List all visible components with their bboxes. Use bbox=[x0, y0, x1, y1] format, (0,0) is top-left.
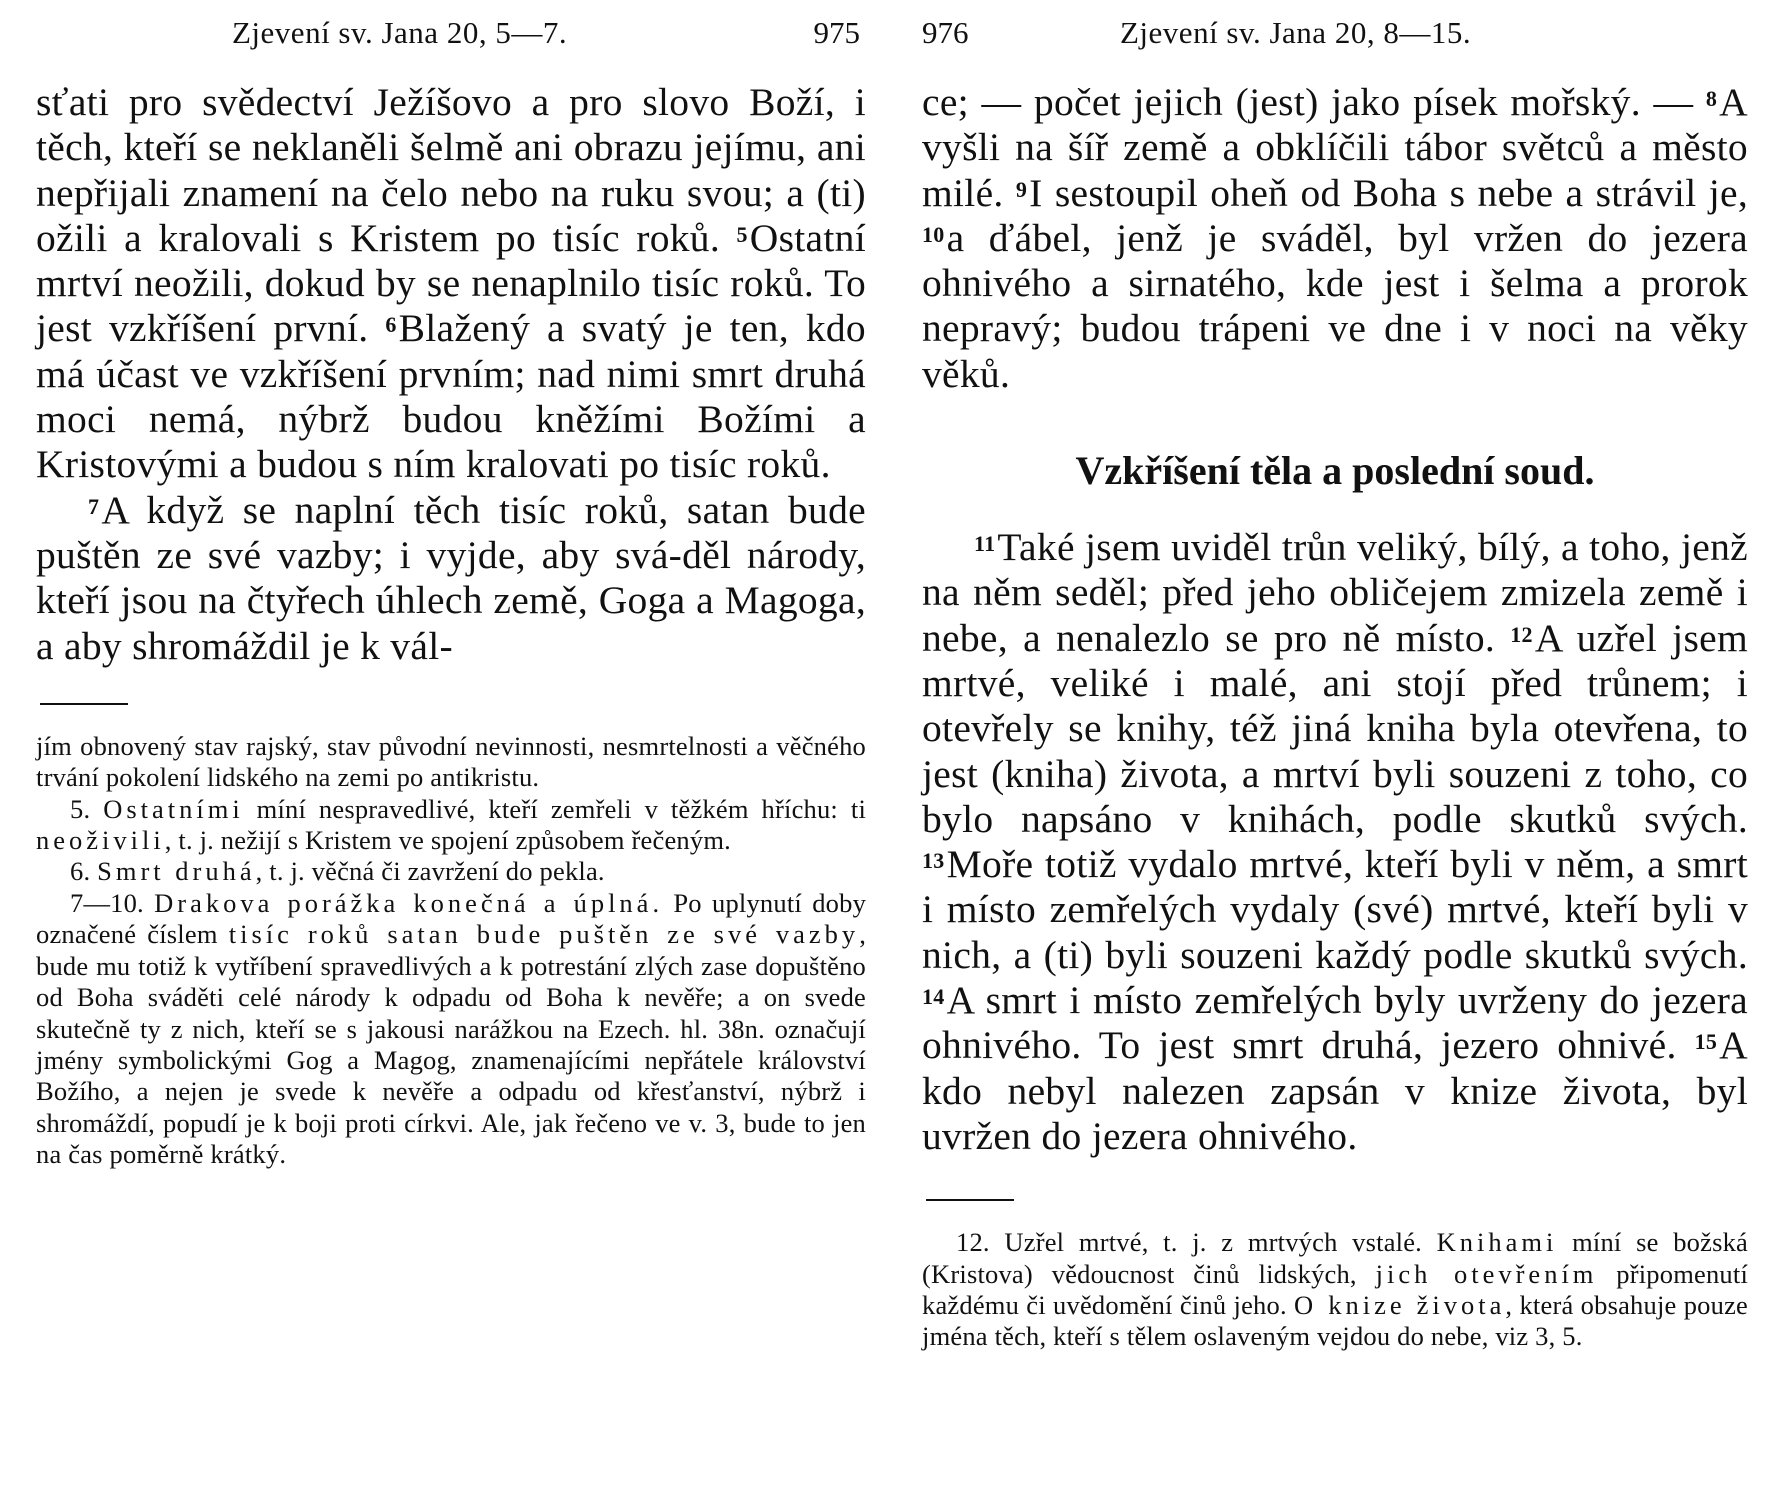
body-text-segment: A když se naplní těch tisíc roků, satan bude puštěn ze své vazby; i vyjde, aby svá-děl národy, kteří jsou na čtyřech úhlech země, Goga a Magoga, a aby shromáždil je k vál- bbox=[36, 487, 866, 668]
body-text-segment: Také jsem uviděl trůn veliký, bílý, a toho, jenž na něm seděl; před jeho obličejem zmizela země i nebe, a nenalezlo se pro ně místo. bbox=[922, 525, 1748, 660]
verse-number: 6 bbox=[385, 312, 397, 338]
body-text-segment: A smrt i místo zemřelých byly uvrženy do jezera ohnivého. To jest smrt druhá, jezero ohnivé. bbox=[922, 978, 1748, 1068]
footnote-text: připomenutí každému či uvědomění činů jeho. bbox=[922, 1258, 1749, 1321]
footnote-7-10 bbox=[36, 888, 866, 1171]
footnote-number: 7—10. bbox=[70, 887, 144, 918]
footnote-text: míní nespravedlivé, kteří zemřeli v těžkém hříchu: ti bbox=[256, 793, 867, 824]
left-body-paragraph-2 bbox=[36, 488, 866, 669]
right-page bbox=[922, 0, 1748, 1500]
body-text-segment: a ďábel, jenž je sváděl, byl vržen do jezera ohnivého a sirnatého, kde jest i šelma a prorok nepravý; budou trápeni ve dne i v noci na věky věků. bbox=[922, 215, 1748, 396]
footnote-text: , t. j. nežijí s Kristem ve spojení způsobem řečeným. bbox=[164, 825, 731, 856]
left-page-number: 975 bbox=[813, 15, 860, 50]
body-text-segment: Blažený a svatý je ten, kdo má účast ve vzkříšení prvním; nad nimi smrt druhá moci nemá, nýbrž budou kněžími Božími a Kristovými a budou s ním kralovati po tisíc roků. bbox=[36, 306, 866, 487]
right-body-text-top bbox=[922, 80, 1748, 397]
footnote-divider bbox=[40, 703, 128, 705]
footnote-text: , která obsahuje pouze jména těch, kteří s tělem oslaveným vejdou do nebe, viz 3, 5. bbox=[922, 1290, 1748, 1352]
right-header-title: Zjevení sv. Jana 20, 8—15. bbox=[1120, 15, 1472, 50]
left-body-text bbox=[36, 80, 866, 669]
verse-number: 13 bbox=[922, 848, 945, 874]
footnote-divider bbox=[926, 1199, 1014, 1201]
footnote-5 bbox=[36, 794, 866, 857]
right-page-number: 976 bbox=[922, 15, 969, 50]
footnote-keyword: Knihami bbox=[1436, 1227, 1558, 1258]
footnote-text: Uzřel mrtvé, t. j. z mrtvých vstalé. bbox=[1004, 1227, 1423, 1258]
footnote-keyword: neoživili bbox=[36, 825, 165, 856]
right-running-header bbox=[922, 10, 1748, 56]
footnote-number: 12. bbox=[956, 1227, 990, 1258]
footnote-text: Po uplynutí doby označené číslem bbox=[36, 887, 867, 950]
left-footnotes bbox=[36, 731, 866, 1171]
verse-number: 5 bbox=[736, 221, 748, 247]
footnote-keyword: Smrt druhá bbox=[97, 856, 256, 887]
footnote-6 bbox=[36, 856, 866, 887]
footnote-text: míní se božská (Kristova) vědoucnost činů lidských, bbox=[922, 1227, 1749, 1289]
footnote-keyword: O knize života bbox=[1294, 1290, 1506, 1321]
left-body-paragraph-1 bbox=[36, 80, 866, 488]
right-body-paragraph-2 bbox=[922, 525, 1748, 1159]
verse-number: 11 bbox=[974, 531, 996, 557]
verse-number: 8 bbox=[1705, 86, 1718, 111]
body-text-segment: sťati pro svědectví Ježíšovo a pro slovo Boží, i těch, kteří se neklaněli šelmě ani obrazu jejímu, ani nepřijali znamení na čelo nebo na ruku svou; a (ti) ožili a kralovali s Kristem po tisíc roků. bbox=[36, 80, 866, 260]
right-body-paragraph-1 bbox=[922, 80, 1748, 397]
body-text-segment: ce; — počet jejich (jest) jako písek mořský. — bbox=[922, 80, 1694, 124]
right-footnotes bbox=[922, 1227, 1748, 1353]
footnote-text: , bude mu totiž k vytříbení spravedlivých a k potrestání zlých zase dopuštěno od Boha sváděti celé národy k odpadu od Boha k nevěře; a on svede skutečně ty z nich, kteří se s jakousi narážkou na Ezech. hl. 38n. označují jmény symbolickými Gog a Magog, znamenajícími nepřátele království Božího, a nejen je svede k nevěře a odpadu od křesťanství, nýbrž i shromáždí, popudí je k boji proti církvi. Ale, jak řečeno ve v. 3, bude to jen na čas poměrně krátký. bbox=[36, 919, 867, 1170]
footnote-keyword: tisíc roků satan bude puštěn ze své vazby bbox=[228, 919, 860, 950]
footnote-number: 6. bbox=[70, 856, 91, 887]
left-page bbox=[36, 0, 866, 1500]
body-text-segment: Ostatní mrtví neožili, dokud by se nenaplnilo tisíc roků. To jest vzkříšení první. bbox=[36, 215, 866, 351]
footnote-12 bbox=[922, 1227, 1748, 1353]
footnote-continuation: jím obnovený stav rajský, stav původní nevinnosti, nesmrtelnosti a věčného trvání pokolení lidského na zemi po antikristu. bbox=[36, 730, 866, 793]
body-text-segment: A uzřel jsem mrtvé, veliké i malé, ani stojí před trůnem; i otevřely se knihy, též jiná kniha byla otevřena, to jest (kniha) života, a mrtví byli souzeni z toho, co bylo napsáno v knihách, podle skutků svých. bbox=[922, 615, 1748, 841]
footnote-text: , t. j. věčná či zavržení do pekla. bbox=[255, 856, 605, 887]
body-text-segment: A vyšli na šíř země a obklíčili tábor světců a město milé. bbox=[922, 80, 1748, 215]
right-body-text-bottom bbox=[922, 525, 1748, 1159]
body-text-segment: I sestoupil oheň od Boha s nebe a strávil je, bbox=[1029, 170, 1748, 215]
verse-number: 9 bbox=[1015, 176, 1028, 202]
section-heading: Vzkříšení těla a poslední soud. bbox=[1075, 448, 1595, 494]
footnote-keyword: Ostatními bbox=[103, 793, 244, 824]
body-text-segment: Moře totiž vydalo mrtvé, kteří byli v něm, a smrt i místo zemřelých vydaly (své) mrtvé, kteří byli v nich, a (ti) byli souzeni každý podle skutků svých. bbox=[922, 842, 1748, 977]
footnote-keyword: jich otevřením bbox=[1375, 1258, 1598, 1289]
verse-number: 12 bbox=[1510, 621, 1533, 647]
left-header-title: Zjevení sv. Jana 20, 5—7. bbox=[232, 15, 568, 50]
verse-number: 15 bbox=[1694, 1029, 1718, 1055]
verse-number: 10 bbox=[922, 221, 945, 247]
footnote-number: 5. bbox=[70, 793, 91, 824]
body-text-segment: A kdo nebyl nalezen zapsán v knize života, byl uvržen do jezera ohnivého. bbox=[922, 1023, 1748, 1158]
verse-number: 7 bbox=[88, 493, 100, 519]
footnote-keyword: Drakova porážka konečná a úplná. bbox=[154, 887, 664, 918]
verse-number: 14 bbox=[922, 984, 945, 1010]
left-running-header bbox=[36, 10, 866, 56]
